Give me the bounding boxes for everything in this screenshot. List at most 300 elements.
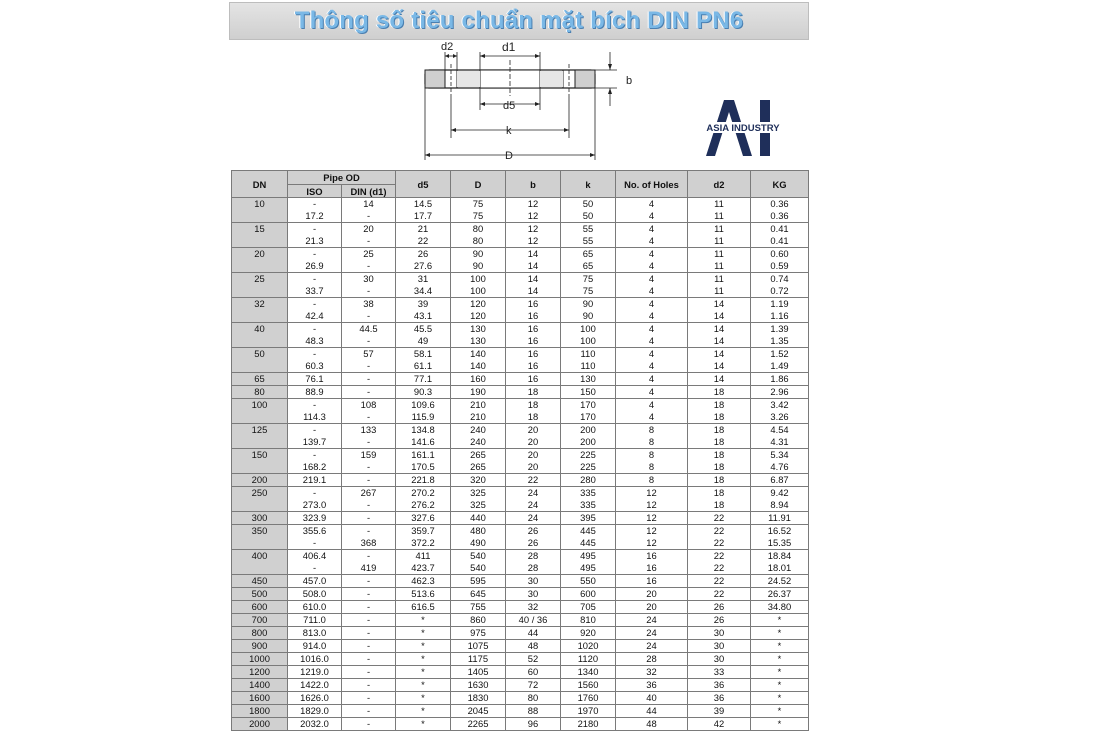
table-cell: 80: [506, 692, 561, 705]
table-cell: 17.2: [288, 210, 342, 223]
table-cell: 75: [451, 198, 506, 211]
table-row: [232, 461, 809, 474]
table-cell: 250: [232, 487, 288, 500]
table-cell: 1422.0: [288, 679, 342, 692]
table-cell: 55: [561, 235, 616, 248]
table-cell: 700: [232, 614, 288, 627]
table-cell: 42: [688, 718, 751, 731]
table-cell: 400: [232, 550, 288, 563]
table-cell: 11: [688, 223, 751, 236]
table-cell: 4: [616, 273, 688, 286]
table-cell: 200: [232, 474, 288, 487]
table-cell: 26: [688, 601, 751, 614]
table-row: [232, 210, 809, 223]
table-cell: -: [342, 499, 396, 512]
table-cell: *: [396, 705, 451, 718]
table-row: [232, 562, 809, 575]
table-cell: 4: [616, 386, 688, 399]
d1-label: d1: [502, 40, 516, 54]
table-cell: 540: [451, 550, 506, 563]
table-cell: 168.2: [288, 461, 342, 474]
table-row: [232, 310, 809, 323]
table-cell: -: [288, 399, 342, 412]
table-cell: 80: [451, 235, 506, 248]
table-row: [232, 718, 809, 731]
table-cell: 325: [451, 499, 506, 512]
table-cell: -: [288, 537, 342, 550]
table-cell: 4: [616, 360, 688, 373]
table-cell: 20: [506, 436, 561, 449]
table-cell: -: [288, 198, 342, 211]
table-cell: 4.54: [751, 424, 809, 437]
table-row: [232, 373, 809, 386]
table-cell: 495: [561, 562, 616, 575]
asia-industry-logo: [700, 96, 790, 160]
table-cell: *: [751, 692, 809, 705]
table-cell: 490: [451, 537, 506, 550]
table-cell: 12: [506, 235, 561, 248]
page-title: Thông số tiêu chuẩn mặt bích DIN PN6: [294, 7, 744, 34]
table-cell: 11: [688, 273, 751, 286]
table-cell: 4: [616, 285, 688, 298]
table-cell: -: [342, 601, 396, 614]
table-cell: 30: [688, 627, 751, 640]
table-row: [232, 386, 809, 399]
table-cell: 11: [688, 235, 751, 248]
table-row: [232, 653, 809, 666]
table-cell: 1829.0: [288, 705, 342, 718]
table-cell: 26: [396, 248, 451, 261]
table-row: [232, 487, 809, 500]
table-cell: 21: [396, 223, 451, 236]
header-k: k: [561, 171, 616, 198]
table-cell: 480: [451, 525, 506, 538]
table-cell: 12: [506, 223, 561, 236]
table-cell: 1.39: [751, 323, 809, 336]
table-cell: 20: [616, 588, 688, 601]
table-row: [232, 360, 809, 373]
table-cell: 88: [506, 705, 561, 718]
table-cell: 4: [616, 348, 688, 361]
table-cell: 22: [396, 235, 451, 248]
table-cell: 110: [561, 360, 616, 373]
table-cell: 90: [451, 248, 506, 261]
table-cell: 72: [506, 679, 561, 692]
table-cell: 130: [451, 323, 506, 336]
table-cell: 2045: [451, 705, 506, 718]
table-cell: -: [288, 348, 342, 361]
table-cell: 21.3: [288, 235, 342, 248]
k-label: k: [506, 125, 512, 137]
table-cell: 32: [506, 601, 561, 614]
table-cell: 55: [561, 223, 616, 236]
table-cell: 24: [616, 640, 688, 653]
table-cell: -: [342, 310, 396, 323]
table-cell: 240: [451, 436, 506, 449]
table-cell: 4: [616, 323, 688, 336]
table-cell: 130: [451, 335, 506, 348]
table-cell: 1219.0: [288, 666, 342, 679]
table-cell: 3.26: [751, 411, 809, 424]
table-cell: 20: [342, 223, 396, 236]
table-cell: 8: [616, 474, 688, 487]
table-cell: 14: [688, 348, 751, 361]
table-row: [232, 411, 809, 424]
table-cell: 76.1: [288, 373, 342, 386]
table-cell: 125: [232, 424, 288, 437]
table-cell: 495: [561, 550, 616, 563]
table-cell: -: [342, 335, 396, 348]
table-cell: 108: [342, 399, 396, 412]
table-cell: 5.34: [751, 449, 809, 462]
table-cell: 395: [561, 512, 616, 525]
table-row: [232, 260, 809, 273]
table-cell: 90: [561, 310, 616, 323]
table-cell: 90: [561, 298, 616, 311]
table-cell: -: [342, 260, 396, 273]
table-cell: 440: [451, 512, 506, 525]
table-cell: [232, 499, 288, 512]
table-cell: 267: [342, 487, 396, 500]
table-cell: 4: [616, 335, 688, 348]
table-cell: 1630: [451, 679, 506, 692]
table-cell: 50: [232, 348, 288, 361]
table-cell: 17.7: [396, 210, 451, 223]
table-cell: 610.0: [288, 601, 342, 614]
table-cell: -: [288, 273, 342, 286]
table-cell: 26: [688, 614, 751, 627]
table-cell: -: [342, 718, 396, 731]
table-cell: *: [751, 627, 809, 640]
table-cell: 1.16: [751, 310, 809, 323]
table-cell: [232, 461, 288, 474]
table-cell: 200: [561, 424, 616, 437]
header-dn: DN: [232, 171, 288, 198]
table-cell: 14: [506, 285, 561, 298]
table-cell: 320: [451, 474, 506, 487]
table-cell: [232, 260, 288, 273]
table-cell: *: [751, 705, 809, 718]
table-cell: -: [342, 550, 396, 563]
table-cell: 170: [561, 399, 616, 412]
table-cell: *: [396, 666, 451, 679]
table-cell: 16.52: [751, 525, 809, 538]
table-cell: 26.9: [288, 260, 342, 273]
table-cell: 22: [688, 575, 751, 588]
table-cell: 16: [506, 360, 561, 373]
table-cell: 1405: [451, 666, 506, 679]
table-cell: [232, 210, 288, 223]
table-cell: 265: [451, 449, 506, 462]
table-cell: 372.2: [396, 537, 451, 550]
table-row: [232, 474, 809, 487]
table-cell: 6.87: [751, 474, 809, 487]
table-cell: 18: [688, 411, 751, 424]
table-row: [232, 627, 809, 640]
table-cell: 18: [688, 424, 751, 437]
table-cell: 27.6: [396, 260, 451, 273]
table-row: [232, 640, 809, 653]
table-cell: 24: [616, 614, 688, 627]
table-cell: 30: [506, 575, 561, 588]
table-row: [232, 335, 809, 348]
table-cell: 450: [232, 575, 288, 588]
table-cell: 508.0: [288, 588, 342, 601]
table-cell: 77.1: [396, 373, 451, 386]
table-cell: 359.7: [396, 525, 451, 538]
table-cell: -: [342, 210, 396, 223]
table-cell: 4: [616, 260, 688, 273]
table-cell: 210: [451, 411, 506, 424]
table-cell: 18: [506, 411, 561, 424]
table-cell: 16: [616, 562, 688, 575]
table-cell: 100: [561, 323, 616, 336]
table-cell: *: [751, 640, 809, 653]
table-cell: 80: [232, 386, 288, 399]
table-cell: 26.37: [751, 588, 809, 601]
table-cell: 25: [342, 248, 396, 261]
table-cell: 12: [616, 512, 688, 525]
table-cell: 18: [688, 487, 751, 500]
table-row: [232, 348, 809, 361]
table-row: [232, 601, 809, 614]
table-cell: 0.41: [751, 223, 809, 236]
table-cell: 130: [561, 373, 616, 386]
table-row: [232, 198, 809, 211]
table-cell: 20: [232, 248, 288, 261]
table-cell: [232, 310, 288, 323]
table-cell: 445: [561, 537, 616, 550]
header-D: D: [451, 171, 506, 198]
table-cell: 335: [561, 499, 616, 512]
table-cell: -: [288, 449, 342, 462]
table-cell: 4: [616, 373, 688, 386]
table-cell: 595: [451, 575, 506, 588]
table-cell: 96: [506, 718, 561, 731]
table-cell: -: [288, 487, 342, 500]
table-cell: 22: [688, 550, 751, 563]
table-cell: 14: [688, 323, 751, 336]
table-cell: 1200: [232, 666, 288, 679]
table-cell: 18.84: [751, 550, 809, 563]
table-cell: -: [342, 575, 396, 588]
table-cell: 31: [396, 273, 451, 286]
table-cell: 368: [342, 537, 396, 550]
table-cell: 327.6: [396, 512, 451, 525]
table-row: [232, 499, 809, 512]
table-cell: -: [342, 411, 396, 424]
table-cell: 90.3: [396, 386, 451, 399]
table-cell: 14: [506, 273, 561, 286]
table-cell: 419: [342, 562, 396, 575]
table-cell: 48.3: [288, 335, 342, 348]
table-cell: 4: [616, 298, 688, 311]
d2-label: d2: [441, 41, 454, 53]
table-cell: 0.36: [751, 198, 809, 211]
table-cell: 90: [451, 260, 506, 273]
table-cell: 12: [616, 499, 688, 512]
table-cell: 14: [688, 360, 751, 373]
table-row: [232, 248, 809, 261]
table-cell: 58.1: [396, 348, 451, 361]
table-cell: 1400: [232, 679, 288, 692]
table-cell: 24: [506, 512, 561, 525]
table-cell: -: [288, 248, 342, 261]
table-cell: 1830: [451, 692, 506, 705]
table-cell: 30: [688, 640, 751, 653]
table-cell: 270.2: [396, 487, 451, 500]
table-cell: 30: [688, 653, 751, 666]
table-cell: 65: [561, 248, 616, 261]
table-cell: 0.41: [751, 235, 809, 248]
table-cell: 975: [451, 627, 506, 640]
table-cell: [232, 436, 288, 449]
table-cell: 711.0: [288, 614, 342, 627]
table-cell: 1600: [232, 692, 288, 705]
table-cell: 26: [506, 537, 561, 550]
table-row: [232, 666, 809, 679]
table-row: [232, 273, 809, 286]
table-cell: 15.35: [751, 537, 809, 550]
table-cell: -: [342, 512, 396, 525]
table-row: [232, 323, 809, 336]
table-cell: 4: [616, 248, 688, 261]
table-cell: 120: [451, 298, 506, 311]
table-cell: 24: [506, 487, 561, 500]
header-holes: No. of Holes: [616, 171, 688, 198]
table-cell: 18: [688, 499, 751, 512]
table-cell: 11: [688, 198, 751, 211]
table-cell: 4: [616, 399, 688, 412]
table-cell: 100: [451, 273, 506, 286]
table-cell: 160: [451, 373, 506, 386]
table-cell: -: [342, 653, 396, 666]
table-cell: 139.7: [288, 436, 342, 449]
table-cell: *: [396, 614, 451, 627]
table-cell: 10: [232, 198, 288, 211]
table-cell: 4: [616, 310, 688, 323]
table-cell: 16: [506, 310, 561, 323]
table-cell: *: [396, 640, 451, 653]
table-cell: 920: [561, 627, 616, 640]
table-row: [232, 588, 809, 601]
table-cell: 36: [616, 679, 688, 692]
table-cell: 325: [451, 487, 506, 500]
table-cell: 240: [451, 424, 506, 437]
table-cell: 20: [616, 601, 688, 614]
table-row: [232, 679, 809, 692]
table-cell: -: [342, 360, 396, 373]
table-cell: 115.9: [396, 411, 451, 424]
table-cell: -: [342, 461, 396, 474]
table-cell: *: [396, 679, 451, 692]
table-cell: 42.4: [288, 310, 342, 323]
table-cell: *: [751, 679, 809, 692]
table-cell: 914.0: [288, 640, 342, 653]
table-cell: 1340: [561, 666, 616, 679]
table-cell: 600: [561, 588, 616, 601]
table-cell: -: [342, 373, 396, 386]
table-cell: 210: [451, 399, 506, 412]
table-cell: 40 / 36: [506, 614, 561, 627]
table-cell: -: [288, 323, 342, 336]
table-cell: 159: [342, 449, 396, 462]
table-cell: [232, 562, 288, 575]
table-cell: 8: [616, 436, 688, 449]
table-cell: 14: [688, 373, 751, 386]
table-cell: -: [342, 640, 396, 653]
table-cell: 22: [688, 562, 751, 575]
table-row: [232, 537, 809, 550]
table-cell: 40: [232, 323, 288, 336]
table-cell: 12: [616, 487, 688, 500]
table-cell: 48: [506, 640, 561, 653]
table-cell: *: [751, 666, 809, 679]
table-cell: 16: [506, 298, 561, 311]
table-cell: 40: [616, 692, 688, 705]
table-cell: 30: [342, 273, 396, 286]
table-cell: 616.5: [396, 601, 451, 614]
table-cell: -: [342, 386, 396, 399]
table-cell: 28: [506, 550, 561, 563]
table-cell: 4: [616, 223, 688, 236]
table-cell: 100: [561, 335, 616, 348]
table-cell: 26: [506, 525, 561, 538]
table-cell: 20: [506, 449, 561, 462]
table-cell: 170: [561, 411, 616, 424]
d5-label: d5: [503, 100, 516, 112]
table-cell: 20: [506, 461, 561, 474]
table-cell: 335: [561, 487, 616, 500]
flange-diagram: [405, 38, 635, 168]
table-cell: 60.3: [288, 360, 342, 373]
table-cell: 161.1: [396, 449, 451, 462]
table-cell: 1120: [561, 653, 616, 666]
table-cell: 65: [232, 373, 288, 386]
table-cell: 39: [688, 705, 751, 718]
table-cell: 4.76: [751, 461, 809, 474]
table-cell: 20: [506, 424, 561, 437]
table-cell: -: [342, 666, 396, 679]
table-cell: -: [342, 614, 396, 627]
table-cell: 1075: [451, 640, 506, 653]
table-cell: 16: [616, 550, 688, 563]
table-cell: [232, 360, 288, 373]
table-cell: 8: [616, 461, 688, 474]
table-cell: 18: [688, 436, 751, 449]
table-cell: 9.42: [751, 487, 809, 500]
table-cell: 462.3: [396, 575, 451, 588]
table-cell: *: [396, 692, 451, 705]
header-kg: KG: [751, 171, 809, 198]
table-cell: [232, 335, 288, 348]
table-cell: 1.19: [751, 298, 809, 311]
header-din: DIN (d1): [342, 185, 396, 198]
table-cell: 0.36: [751, 210, 809, 223]
table-cell: 88.9: [288, 386, 342, 399]
table-row: [232, 436, 809, 449]
header-d2: d2: [688, 171, 751, 198]
table-cell: 16: [616, 575, 688, 588]
table-cell: 18: [506, 386, 561, 399]
table-cell: 50: [561, 198, 616, 211]
table-cell: 141.6: [396, 436, 451, 449]
table-cell: 24: [616, 627, 688, 640]
table-cell: 22: [688, 525, 751, 538]
table-cell: 550: [561, 575, 616, 588]
table-cell: 12: [506, 198, 561, 211]
table-cell: 1.35: [751, 335, 809, 348]
